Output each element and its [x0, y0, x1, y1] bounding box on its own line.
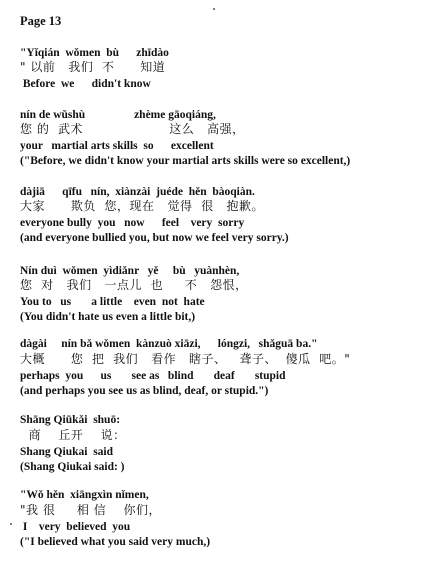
hanzi-line: "我 很 相 信 你们，	[20, 503, 161, 517]
pinyin-line: dàgài nín bǎ wǒmen kànzuò xiāzi, lóngzi, shǎguā ba."	[20, 338, 318, 350]
hanzi-line: 您 对 我们 一点儿 也 不 怨恨，	[20, 278, 248, 292]
gloss-line: Shang Qiukai said	[20, 446, 114, 458]
hanzi-line: 大概 您 把 我们 看作 瞎子、 聋子、 傻瓜 吧。"	[20, 352, 351, 366]
page-number: Page 13	[20, 14, 62, 28]
pinyin-line: Nín duì wǒmen yìdiǎnr yě bù yuànhèn,	[20, 265, 240, 277]
gloss-line: You to us a little even not hate	[20, 296, 205, 308]
hanzi-line: 大家 欺负 您，现在 觉得 很 抱歉。	[20, 199, 265, 213]
gloss-line: Before we didn't know	[20, 78, 151, 90]
pinyin-line: "Yǐqián wǒmen bù zhīdào	[20, 47, 169, 59]
pinyin-line: Shāng Qiūkǎi shuō:	[20, 414, 121, 426]
gloss-line: your martial arts skills so excellent	[20, 140, 214, 152]
translation-line: (and perhaps you see us as blind, deaf, or stupid.")	[20, 385, 269, 397]
hanzi-line: 您 的 武术 这么 高强，	[20, 122, 245, 136]
translation-line: (and everyone bullied you, but now we feel very sorry.)	[20, 232, 289, 244]
translation-line: ("I believed what you said very much,)	[20, 536, 211, 548]
pinyin-line: dàjiā qīfu nín, xiànzài juéde hěn bàoqiàn.	[20, 186, 255, 198]
scan-speck	[213, 8, 215, 10]
gloss-line: everyone bully you now feel very sorry	[20, 217, 245, 229]
translation-line: ("Before, we didn't know your martial arts skills were so excellent,)	[20, 155, 351, 167]
gloss-line: I very believed you	[20, 521, 131, 533]
translation-line: (You didn't hate us even a little bit,)	[20, 311, 196, 323]
gloss-line: perhaps you us see as blind deaf stupid	[20, 370, 286, 382]
hanzi-line: " 以前 我们 不 知道	[20, 60, 166, 74]
scan-speck	[10, 523, 12, 525]
pinyin-line: "Wǒ hěn xiāngxìn nǐmen,	[20, 489, 149, 501]
translation-line: (Shang Qiukai said: )	[20, 461, 125, 473]
hanzi-line: 商 丘开 说：	[20, 428, 126, 442]
pinyin-line: nín de wǔshù zhème gāoqiáng,	[20, 109, 216, 121]
